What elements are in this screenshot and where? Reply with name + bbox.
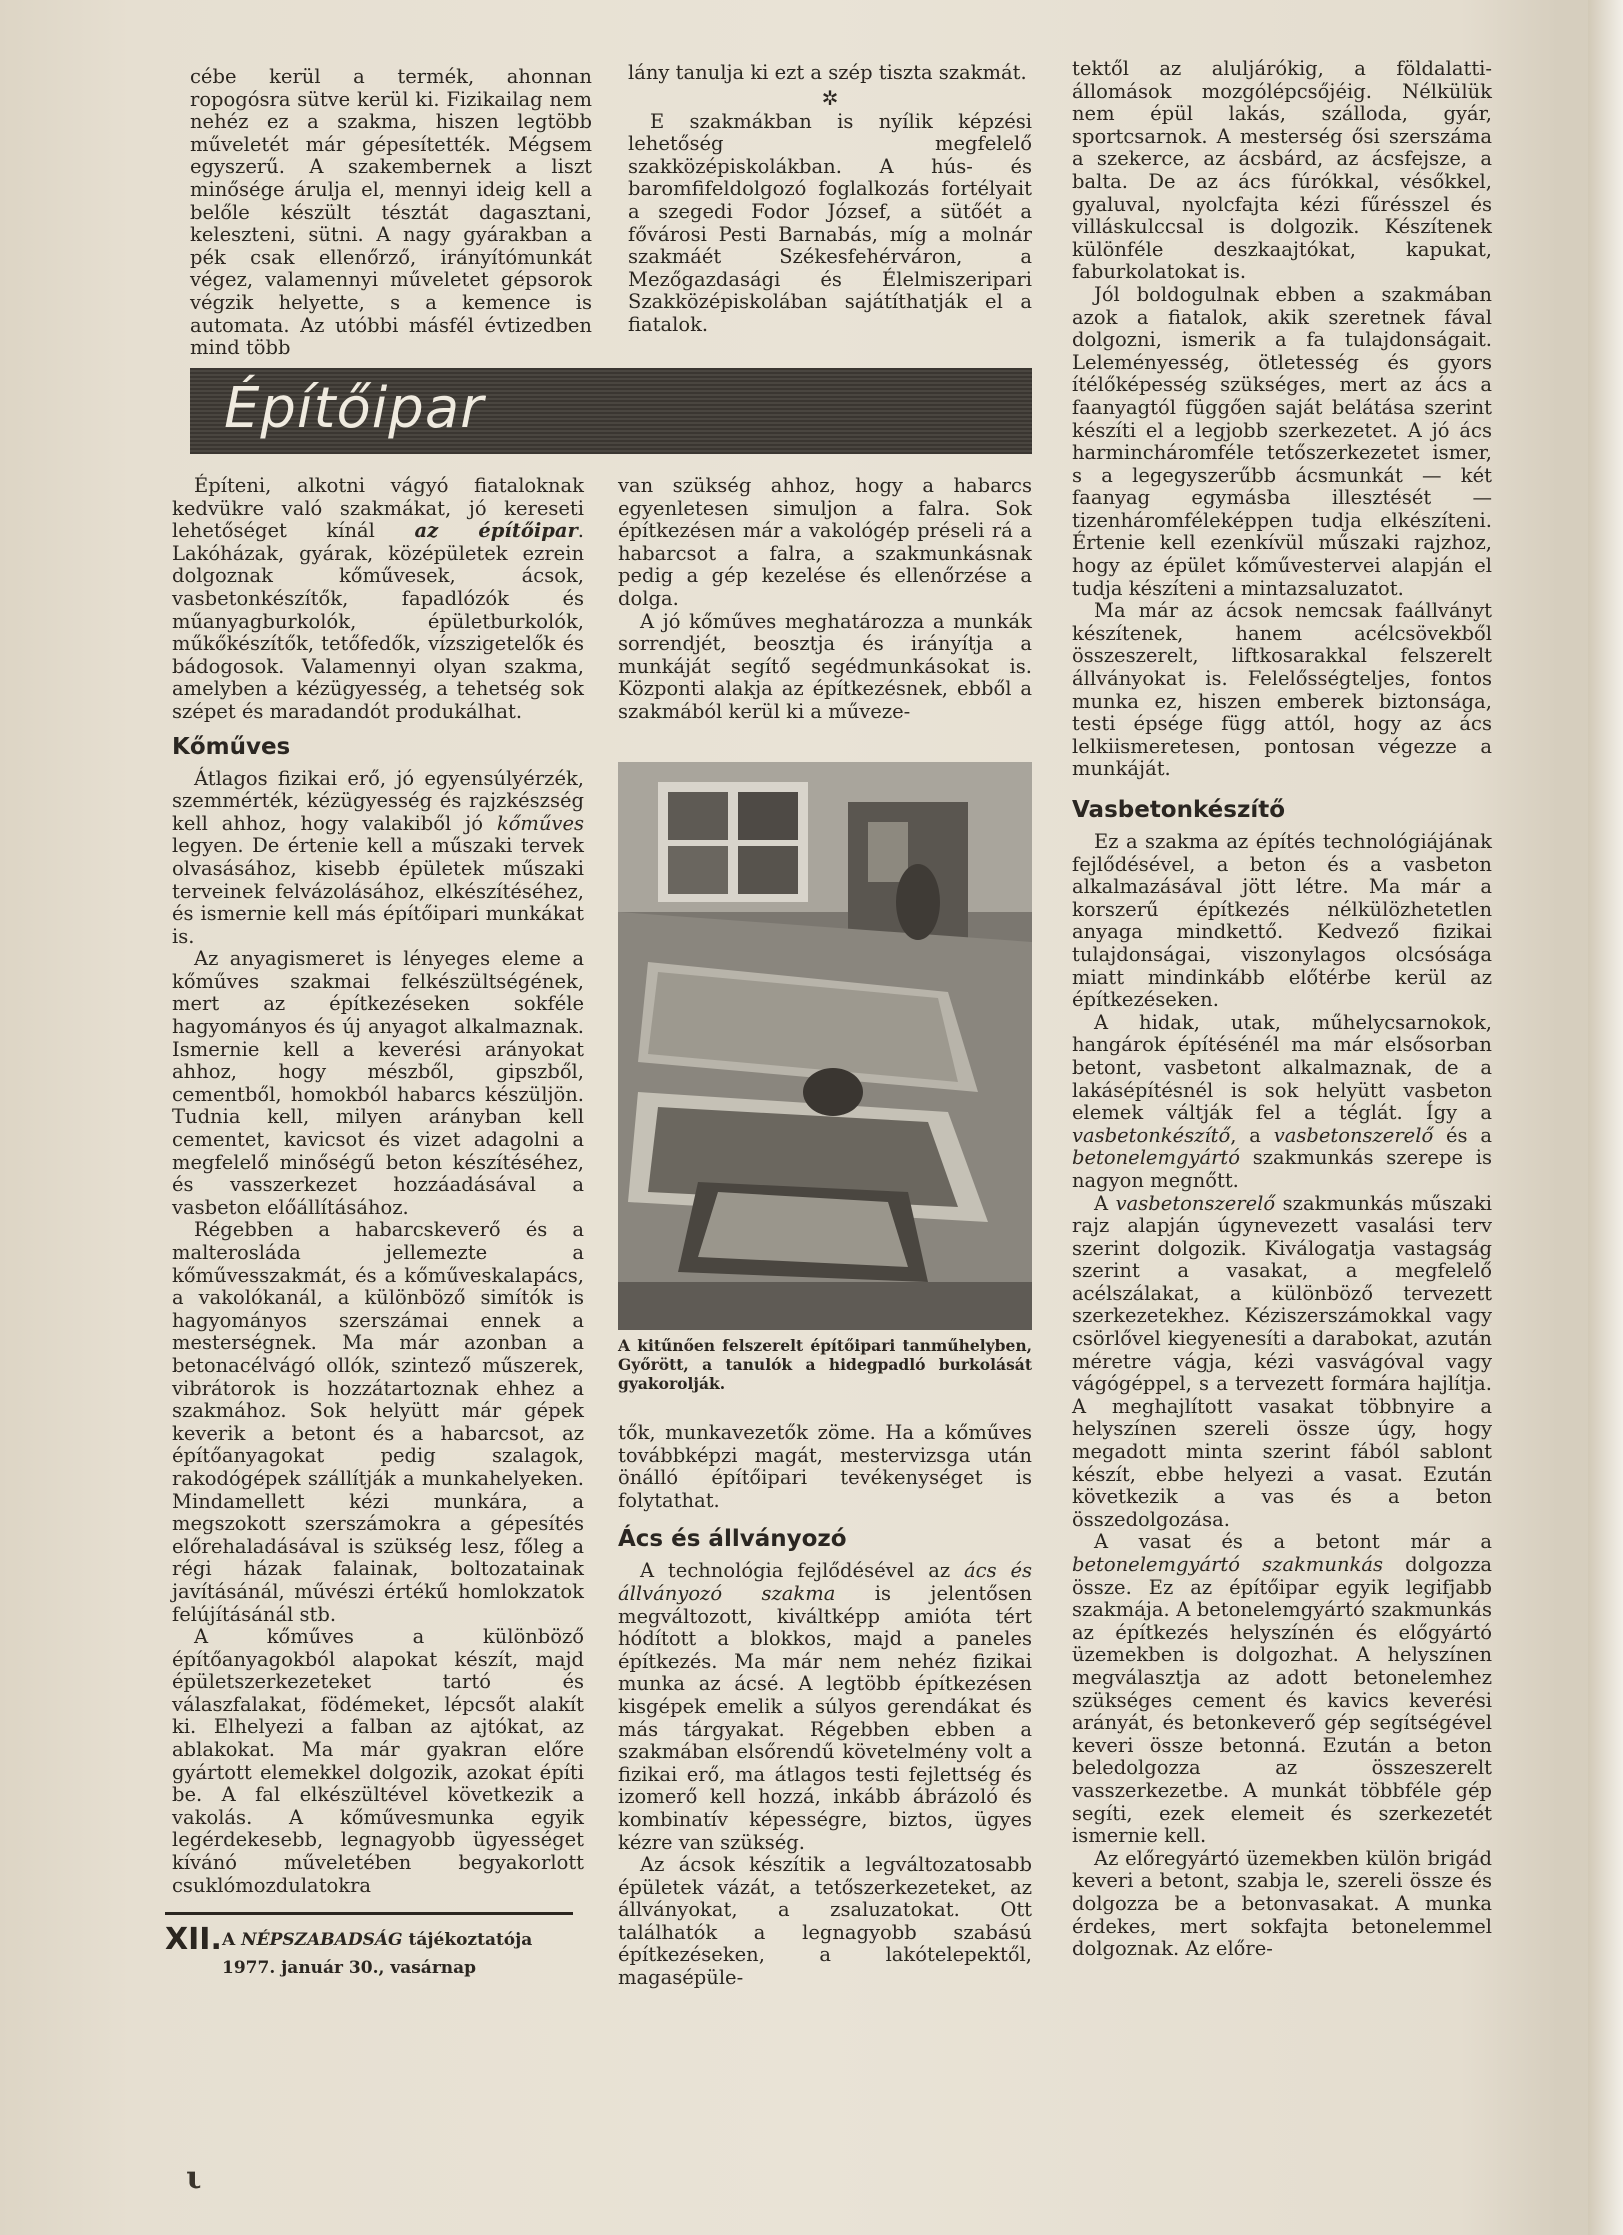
vasbeton-p2-c: és a bbox=[1433, 1123, 1492, 1147]
section-title: Építőipar bbox=[224, 376, 485, 441]
vasbeton-p2-em1: vasbetonkészítő bbox=[1072, 1123, 1231, 1147]
komuves-p1-a: Átlagos fizikai erő, jó egyensúlyérzék, szemmérték, kézügyesség és rajzkészség kell ahhoz, hogy valakiből jó bbox=[172, 766, 584, 835]
komuves-p1-b: legyen. De értenie kell a műszaki tervek olvasásához, kisebb épületek műszaki terveinek felvázolásához, elkészítéséhez, és ismernie kell más építőipari munkákat is. bbox=[172, 834, 584, 948]
acs-paragraph-1 bbox=[618, 1560, 1032, 1854]
section-banner bbox=[190, 368, 1032, 454]
vasbeton-p4-a: A vasat és a betont már a bbox=[1094, 1530, 1492, 1554]
top-col2-paragraph: E szakmákban is nyílik képzési lehetőség megfelelő szakközépiskolákban. A hús- és baromfifeldolgozó foglalkozás fortélyait a szegedi Fodor József, a sütőét a fővárosi Pesti Barnabás, míg a molnár szakmáét Székesfehérváron, a Mezőgazdasági és Élelmiszeripari Szakközépiskolában sajátíthatják el a fiatalok. bbox=[628, 109, 1032, 336]
acs-paragraph-2: Az ácsok készítik a legváltozatosabb épületek vázát, a tetőszerkezeteket, az állványokat, a zsaluzatokat. Ott találhatók a legnagyobb szabású építkezéseken, a lakótelepektől, magasépüle- bbox=[618, 1853, 1032, 1990]
heading-komuves: Kőműves bbox=[172, 733, 291, 760]
footer-publisher bbox=[222, 1930, 532, 1950]
intro-text-a: Építeni, alkotni vágyó fiataloknak kedvükre való szakmákat, jó kereseti lehetőséget kínál bbox=[172, 474, 584, 543]
top-col1-text: cébe kerül a termék, ahonnan ropogósra sütve kerül ki. Fizikailag nem nehéz ez a szakma, hiszen legtöbb műveletét már gépesítették. Mégsem egyszerű. A szakembernek a liszt minősége árulja el, mennyi ideig kell a belőle készült tésztát dagasztani, keleszteni, sütni. A nagy gyárakban a pék csak ellenőrző, irányítómunkát végez, valamennyi műveletet gépsorok végzik helyette, s a kemence is automata. Az utóbbi másfél évtizedben mind több bbox=[190, 65, 592, 360]
komuves-paragraph-3: Régebben a habarcskeverő és a malterosláda jellemezte a kőművesszakmát, és a kőműveskalapács, a vakolókanál, a különböző simítók is hagyományos szerszámai ennek a mesterségnek. Ma már azonban a betonacélvágó ollók, szintező műszerek, vibrátorok is hozzátartoznak ehhez a szakmához. Sok helyütt már gépek keverik a betont és a habarcsot, az építőanyagokat pedig szalagok, rakodógépek szállítják a munkahelyeken. Mindamellett kézi munkára, a megszokott szerszámokra a gépesítés előrehaladásával is szükség lesz, főleg a régi házak falainak, boltozatainak javításánál, művészi értékű homlokzatok felújításánál stb. bbox=[172, 1218, 584, 1626]
column-2-lower bbox=[618, 1422, 1032, 1990]
photo-caption: A kitűnően felszerelt építőipari tanműhelyben, Győrött, a tanulók a hidegpadló burkolását gyakorolják. bbox=[618, 1336, 1032, 1393]
vasbeton-p2-em3: betonelemgyártó bbox=[1072, 1146, 1240, 1170]
col2-paragraph-3: tők, munkavezetők zöme. Ha a kőműves továbbképzi magát, mestervizsga után önálló építőipari tevékenységet is folytathat. bbox=[618, 1421, 1032, 1512]
intro-paragraph bbox=[172, 475, 584, 724]
col3-paragraph-3: Ma már az ácsok nemcsak faállványt készítenek, hanem acélcsövekből összeszerelt, liftkosarakkal felszerelt állványokat is. Felelősségteljes, fontos munka ez, hiszen emberek biztonsága, testi épsége függ attól, hogy az ács lelkiismeretesen, pontosan végezze a munkáját. bbox=[1072, 599, 1492, 781]
vasbeton-p4-emphasis: betonelemgyártó szakmunkás bbox=[1072, 1553, 1383, 1576]
komuves-p1-emphasis: kőműves bbox=[496, 811, 584, 835]
vasbeton-p3-b: szakmunkás műszaki rajz alapján úgynevezett vasalási terv szerint dolgozik. Kiválogatja vastagság szerint a vasakat, a megfelelő acélszálakat, a különböző tervezett szerkezetekhez. Kéziszerszámokkal vagy csörlővel kiegyenesíti a darabokat, azután méretre vágja, kézi vasvágóval vagy vágógéppel, s a tervezett formára hajlítja. A meghajlított vasakat többnyire a helyszínen szereli össze úgy, hogy megadott minta szerint fából sablont készít, ebbe helyezi a vasat. Ezután következik a vas és a beton összedolgozása. bbox=[1072, 1191, 1493, 1531]
footer-date: 1977. január 30., vasárnap bbox=[222, 1958, 477, 1978]
vasbeton-p4-b: dolgozza össze. Ez az építőipar egyik legifjabb szakmája. A betonelemgyártó szakmunkás az építkezés helyszínén és előgyártó üzemekben is dolgozhat. A helyszínen megválasztja az adott betonelemhez szükséges cement és kavics keverési arányát, és betonkeverő gép segítségével keveri össze betonná. Ezután a beton beledolgozza az összeszerelt vasszerkezetbe. A munkát többféle gép segíti, ezek elemeit és szerkezetét ismernie kell. bbox=[1072, 1553, 1492, 1848]
top-column-2 bbox=[628, 62, 1032, 337]
col2-paragraph-2: A jó kőműves meghatározza a munkák sorrendjét, beosztja és irányítja a munkáját segítő segédmunkásokat is. Központi alakja az építkezésnek, ebből a szakmából kerül ki a műveze- bbox=[618, 609, 1032, 723]
footer-line1-a: A bbox=[222, 1930, 242, 1950]
komuves-paragraph-1 bbox=[172, 768, 584, 949]
vasbeton-p3-emphasis: vasbetonszerelő bbox=[1115, 1191, 1276, 1215]
footer-rule bbox=[165, 1912, 573, 1915]
col2-paragraph-1: van szükség ahhoz, hogy a habarcs egyenletesen simuljon a falra. Sok építkezésen már a vakológép préseli rá a habarcsot a falra, a szakmunkásnak pedig a gép kezelése és ellenőrzése a dolga. bbox=[618, 474, 1032, 610]
acs-p1-emphasis: ács és állványozó szakma bbox=[618, 1559, 1032, 1605]
column-2-upper bbox=[618, 475, 1032, 724]
vasbeton-p2-d: szakmunkás szerepe is nagyon megnőtt. bbox=[1072, 1146, 1492, 1192]
bottom-margin-mark: ι bbox=[186, 2158, 202, 2196]
heading-acs: Ács és állványozó bbox=[618, 1526, 847, 1553]
komuves-paragraph-2: Az anyagismeret is lényeges eleme a kőműves szakmai felkészültségének, mert az építkezéseken sokféle hagyományos és új anyagot alkalmaznak. Ismernie kell a keverési arányokat ahhoz, hogy mészből, gipszből, cementből, homokból habarcs készüljön. Tudnia kell, milyen arányban kell cementet, kavicsot és vizet adagolni a megfelelő minőségű beton készítéséhez, és vasszerkezet hozzáadásával a vasbeton előállításához. bbox=[172, 947, 584, 1219]
heading-vasbeton: Vasbetonkészítő bbox=[1072, 797, 1286, 823]
footer-line1-b: tájékoztatója bbox=[402, 1930, 533, 1950]
vasbeton-p2-b: , a bbox=[1230, 1123, 1274, 1147]
vasbeton-paragraph-1: Ez a szakma az építés technológiájának fejlődésével, a beton és a vasbeton alkalmazásával jött létre. Ma már a korszerű építkezés nélkülözhetetlen anyaga mindkettő. Kedvező fizikai tulajdonságai, viszonylagos olcsósága miatt mindinkább előtérbe kerül az építkezéseken. bbox=[1072, 830, 1492, 1012]
acs-p1-b: is jelentősen megváltozott, kiváltképp amióta tért hódított a blokkos, majd a paneles építkezés. Ma már nem nehéz fizikai munka az ácsé. A legtöbb építkezésen kisgépek emelik a súlyos gerendákat és más tárgyakat. Régebben ebben a szakmában elsőrendű követelmény volt a fizikai erő, ma átlagos testi fejlettség és izomerő kell hozzá, inkább ábrázoló és kombinatív képességre, biztos, ügyes kézre van szükség. bbox=[618, 1581, 1032, 1854]
footer-newspaper-name: NÉPSZABADSÁG bbox=[241, 1930, 403, 1950]
column-3 bbox=[1072, 58, 1492, 1961]
column-1 bbox=[172, 475, 584, 1897]
vasbeton-paragraph-4 bbox=[1072, 1531, 1492, 1847]
top-col2-continuation: lány tanulja ki ezt a szép tiszta szakmát. bbox=[628, 61, 1027, 84]
vasbeton-paragraph-3 bbox=[1072, 1193, 1492, 1532]
top-column-1 bbox=[190, 66, 592, 360]
vasbeton-paragraph-5: Az előregyártó üzemekben külön brigád keveri a betont, szabja le, szereli össze és dolgozza be a betonvasakat. A munka érdekes, mert sokfajta betonelemmel dolgoznak. Az előre- bbox=[1072, 1846, 1492, 1961]
page-number: XII. bbox=[165, 1922, 222, 1957]
komuves-paragraph-4: A kőműves a különböző építőanyagokból alapokat készít, majd épületszerkezeteket tartó és válaszfalakat, födémeket, lépcsőt alakít ki. Elhelyezi a falban az ajtókat, az ablakokat. Ma már gyakran előre gyártott elemekkel dolgozik, azokat építi be. A fal elkészültével következik a vakolás. A kőművesmunka egyik legérdekesebb, legnagyobb ügyességet kívánó műveletében begyakorlott csuklómozdulatokra bbox=[172, 1625, 584, 1897]
vasbeton-paragraph-2 bbox=[1072, 1012, 1492, 1193]
col3-paragraph-2: Jól boldogulnak ebben a szakmában azok a fiatalok, akik szeretnek fával dolgozni, ismerik a fa tulajdonságait. Leleményesség, ötletesség és gyors ítélőképesség szükséges, mert az ács a faanyagtól függően saját belátása szerint készíti el a legjobb szerkezetet. A jó ács harmincháromféle tetőszerkezetet ismer, s a legegyszerűbb ácsmunkát — két faanyag egymásba illesztését — tizenháromféleképpen tudja elkészíteni. Értenie kell ezenkívül műszaki rajzhoz, hogy az épület kőművestervei alapján el tudja készíteni a mintazsaluzatot. bbox=[1072, 282, 1492, 600]
intro-text-b: . Lakóházak, gyárak, középületek ezrein dolgoznak kőművesek, ácsok, vasbetonkészítők, fapadlózók és műanyagburkolók, épületburkolók, műkőkészítők, tetőfedők, vízszigetelők és bádogosok. Valamennyi olyan szakma, amelyben a kézügyesség, a tehetség sok szépet és maradandót produkálhat. bbox=[172, 519, 584, 723]
section-star-ornament: ✲ bbox=[821, 85, 839, 110]
workshop-photo bbox=[618, 762, 1032, 1330]
vasbeton-p2-em2: vasbetonszerelő bbox=[1273, 1123, 1434, 1147]
vasbeton-p2-a: A hidak, utak, műhelycsarnokok, hangárok építésénél ma már elsősorban betont, vasbetont alkalmaznak, de a lakásépítésnél is sok helyütt vasbeton elemek váltják fel a téglát. Így a bbox=[1072, 1010, 1492, 1125]
intro-emphasis: az építőipar bbox=[414, 519, 578, 543]
workshop-photo-image bbox=[618, 762, 1032, 1330]
vasbeton-p3-a: A bbox=[1094, 1191, 1116, 1215]
acs-p1-a: A technológia fejlődésével az bbox=[640, 1559, 965, 1583]
col3-paragraph-1: tektől az aluljárókig, a földalatti-állomások mozgólépcsőjéig. Nélkülük nem épül lakás, szálloda, gyár, sportcsarnok. A mesterség ősi szerszáma a szekerce, az ácsbárd, az ácsfejsze, a balta. De az ács fúrókkal, vésőkkel, gyaluval, nyolcfajta kézi fűrésszel és villáskulccsal is dolgozik. Készítenek különféle deszkaajtókat, kapukat, faburkolatokat is. bbox=[1072, 57, 1492, 284]
